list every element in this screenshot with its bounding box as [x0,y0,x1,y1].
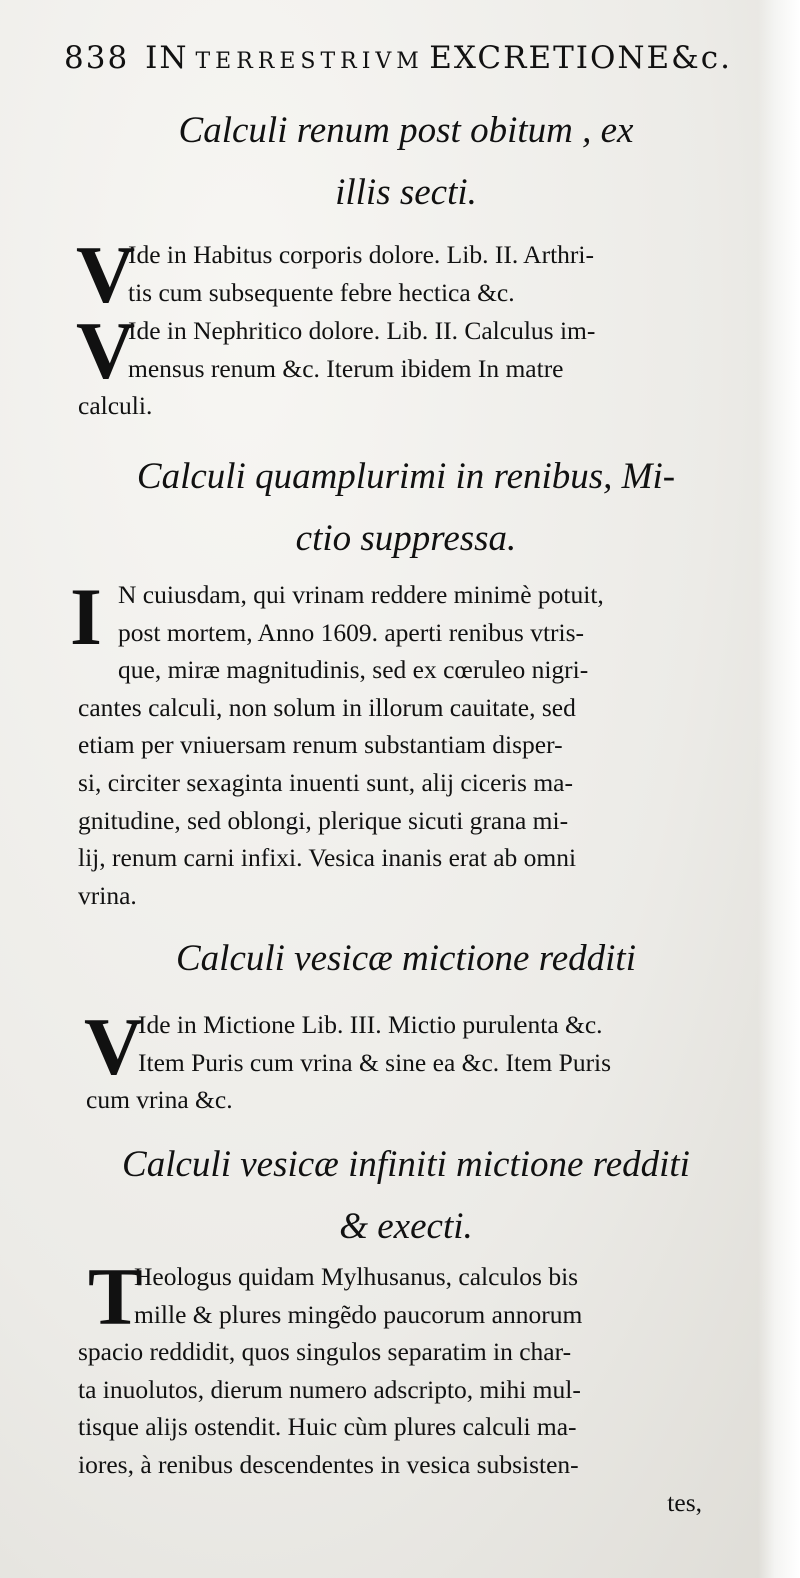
text-line: iores, à renibus descendentes in vesica subsisten- [78,1449,579,1479]
paragraph [76,305,750,425]
drop-cap: V [84,1001,144,1092]
text-line: cum vrina &c. [86,1085,233,1115]
running-head-title-small: TERRESTRIVM [195,49,424,74]
text-line: Item Puris cum vrina & sine ea &c. Item Puris [138,1047,612,1077]
text-line: mille & plures mingẽdo paucorum annorum [134,1299,583,1329]
text-line: Ide in Nephritico dolore. Lib. II. Calculus im- [128,316,596,345]
running-head [64,40,732,76]
heading-line: Calculi vesicæ infiniti mictione redditi [122,1144,690,1185]
text-line: N cuiusdam, qui vrinam reddere minimè potuit, [118,580,604,609]
heading-line: ctio suppressa. [295,518,517,559]
text-line: mensus renum &c. Iterum ibidem In matre [128,353,564,383]
section-heading [80,446,732,570]
drop-cap: V [76,229,136,320]
paragraph [78,1001,750,1119]
text-line: vrina. [78,880,137,910]
text-line: etiam per vniuersam renum substantiam disper- [78,730,563,760]
running-head-title-cap1: IN [145,40,189,76]
heading-line: Calculi quamplurimi in renibus, Mi- [136,456,676,497]
paragraph [78,1251,750,1521]
heading-line: Calculi vesicæ mictione redditi [175,938,636,979]
drop-cap: I [70,571,102,662]
heading-line: & execti. [339,1206,473,1247]
heading-line: Calculi renum post obitum , ex [178,110,634,151]
text-line: que, miræ magnitudinis, sed ex cœruleo nigri- [118,655,589,685]
text-line: spacio reddidit, quos singulos separatim in char- [78,1337,572,1367]
drop-cap: V [76,305,136,396]
page-number: 838 [64,40,130,76]
heading-line: illis secti. [335,172,477,213]
text-line: lij, renum carni infixi. Vesica inanis erat ab omni [78,843,577,873]
running-head-title-cap2: EXCRETIONE&c. [429,40,732,76]
text-line: Heologus quidam Mylhusanus, calculos bis [134,1262,579,1291]
text-line: tes, [667,1487,702,1517]
text-line: gnitudine, sed oblongi, plerique sicuti grana mi- [78,805,569,835]
paragraph [78,576,750,914]
text-line: post mortem, Anno 1609. aperti renibus vtris- [118,617,585,647]
drop-cap: T [88,1251,143,1342]
text-line: calculi. [78,391,153,421]
section-heading [80,928,732,990]
text-line: Ide in Habitus corporis dolore. Lib. II. Arthri- [128,240,594,269]
text-line: Ide in Mictione Lib. III. Mictio purulenta &c. [138,1010,603,1039]
text-line: si, circiter sexaginta inuenti sunt, alij ciceris ma- [78,767,573,797]
section-heading [80,100,732,224]
section-heading [80,1134,732,1258]
text-line: tisque alijs ostendit. Huic cùm plures calculi ma- [78,1412,577,1442]
text-line: cantes calculi, non solum in illorum cauitate, sed [78,692,576,722]
text-line: tis cum subsequente febre hectica &c. [128,277,515,307]
paragraph [78,236,750,311]
text-line: ta inuolutos, dierum numero adscripto, mihi mul- [78,1374,581,1404]
